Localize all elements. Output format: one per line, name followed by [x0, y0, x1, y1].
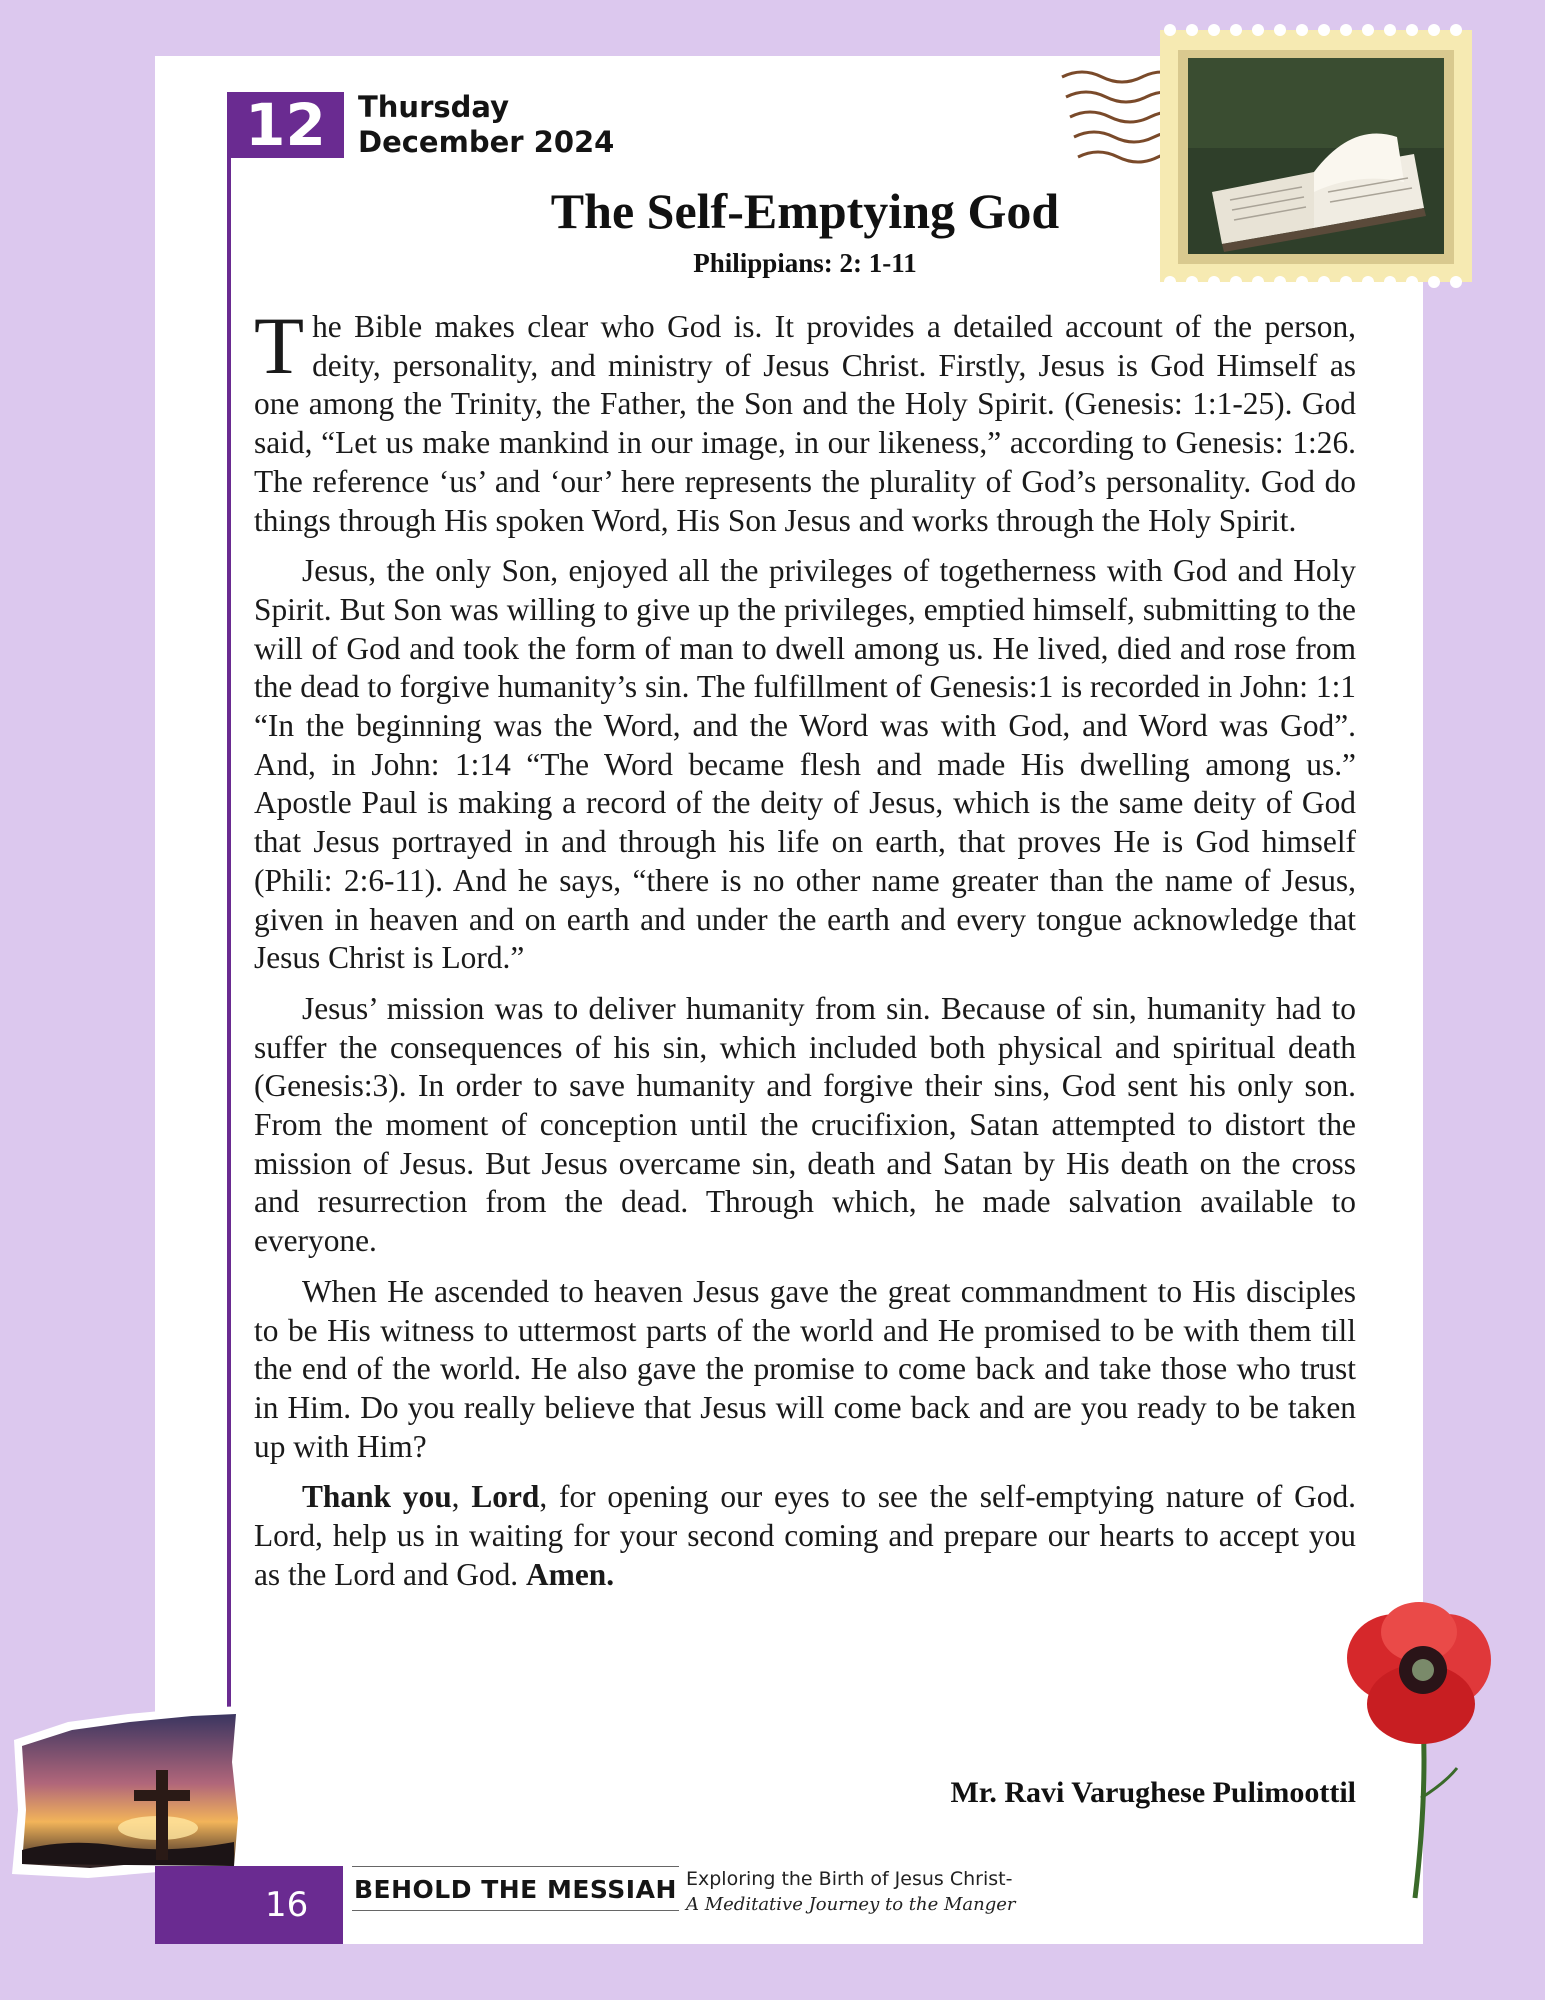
poppy-flower-image: [1335, 1598, 1495, 1908]
tagline-line-1: Exploring the Birth of Jesus Christ-: [686, 1868, 1013, 1890]
prayer-text: , for opening our eyes to see the self-emptying nature of God. Lord, help us in waiting for your second coming and prepare our hearts to accept you as the Lord and God.: [254, 1479, 1356, 1592]
prayer-lord: Lord: [471, 1479, 540, 1515]
paragraph-2: Jesus, the only Son, enjoyed all the privileges of togetherness with God and Holy Spirit. But Son was willing to give up the privileges, emptied himself, submitting to the will of God and took the form of man to dwell among us. He lived, died and rose from the dead to forgive humanity’s sin. The fulfillment of Genesis:1 is recorded in John: 1:1 “In the beginning was the Word, and the Word was with God, and Word was God”. And, in John: 1:14 “The Word became flesh and made His dwelling among us.” Apostle Paul is making a record of the deity of Jesus, which is the same deity of God that Jesus portrayed in and through his life on earth, that proves He is God himself (Phili: 2:6-11). And he says, “there is no other name greater than the name of Jesus, given in heaven and on earth and under the earth and every tongue acknowledge that Jesus Christ is Lord.”: [254, 553, 1356, 976]
day-number-badge: 12: [227, 92, 344, 158]
publication-title: BEHOLD THE MESSIAH: [352, 1866, 679, 1911]
prayer-comma: ,: [451, 1479, 472, 1515]
paragraph-3: Jesus’ mission was to deliver humanity from sin. Because of sin, humanity had to suffer the consequences of his sin, which included both physical and spiritual death (Genesis:3). In order to save humanity and forgive their sins, God sent his only son. From the moment of conception until the crucifixion, Satan attempted to distort the mission of Jesus. But Jesus overcame sin, death and Satan by His death on the cross and resurrection from the dead. Through which, he made salvation available to everyone.: [254, 990, 1356, 1259]
page-number-box: [155, 1866, 343, 1944]
scripture-reference: Philippians: 2: 1-11: [693, 248, 917, 278]
weekday-label: Thursday: [358, 90, 509, 124]
prayer-paragraph: [254, 1478, 1356, 1594]
author-name: Mr. Ravi Varughese Pulimoottil: [950, 1776, 1356, 1809]
month-year-label: December 2024: [358, 125, 615, 159]
cross-sunset-image: [8, 1700, 253, 1880]
tagline-line-2: A Meditative Journey to the Manger: [686, 1894, 1016, 1915]
drop-cap: T: [254, 300, 305, 391]
prayer-thank-you: Thank you: [302, 1479, 452, 1515]
article-body: [254, 300, 1356, 1607]
article-title: The Self-Emptying God: [550, 183, 1060, 239]
page-number: 16: [265, 1885, 309, 1925]
paragraph-1: [254, 300, 1356, 540]
left-accent-line: [227, 150, 231, 1870]
paragraph-1-text: he Bible makes clear who God is. It provides a detailed account of the person, deity, personality, and ministry of Jesus Christ. Firstly, Jesus is God Himself as one among the Trinity, the Father, the Son and the Holy Spirit. (Genesis: 1:1-25). God said, “Let us make mankind in our image, in our likeness,” according to Genesis: 1:26. The reference ‘us’ and ‘our’ here represents the plurality of God’s personality. God do things through His spoken Word, His Son Jesus and works through the Holy Spirit.: [254, 309, 1356, 538]
prayer-amen: Amen.: [526, 1556, 615, 1592]
paragraph-4: When He ascended to heaven Jesus gave the great commandment to His disciples to be His witness to uttermost parts of the world and He promised to be with them till the end of the world. He also gave the promise to come back and take those who trust in Him. Do you really believe that Jesus will come back and are you ready to be taken up with Him?: [254, 1273, 1356, 1464]
